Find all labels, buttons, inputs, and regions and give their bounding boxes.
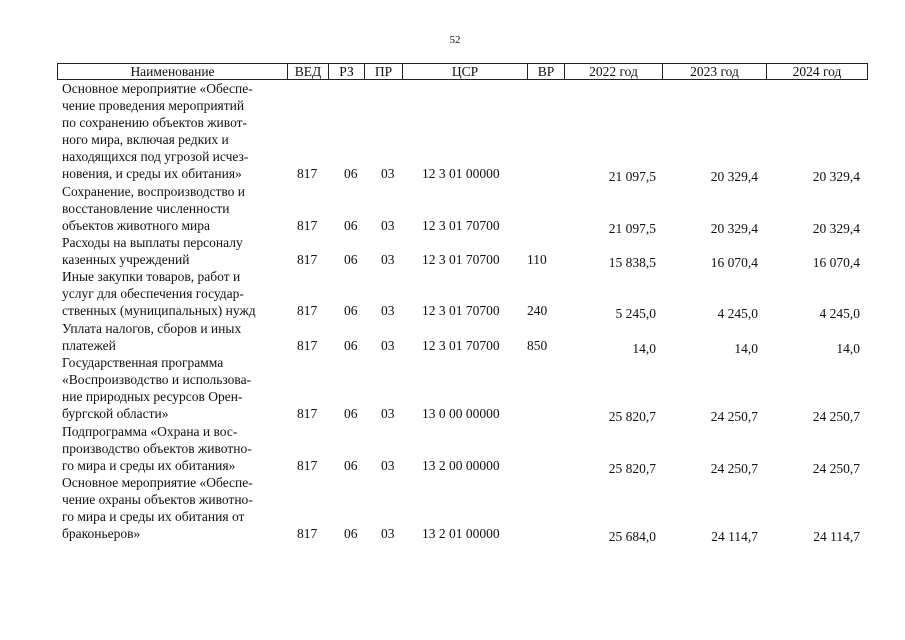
cell-ved: 817 bbox=[297, 338, 318, 353]
cell-ved: 817 bbox=[297, 526, 318, 541]
cell-csr: 12 3 01 70700 bbox=[422, 252, 500, 267]
cell-ved: 817 bbox=[297, 458, 318, 473]
cell-value-2023: 24 250,7 bbox=[710, 461, 758, 476]
cell-value-2022: 14,0 bbox=[632, 341, 656, 356]
cell-pr: 03 bbox=[381, 338, 395, 353]
row-name-line: Подпрограмма «Охрана и вос- bbox=[62, 424, 238, 439]
header-csr: ЦСР bbox=[403, 64, 528, 79]
cell-value-2024: 24 250,7 bbox=[812, 409, 860, 424]
row-name-line: «Воспроизводство и использова- bbox=[62, 372, 252, 387]
cell-rz: 06 bbox=[344, 252, 358, 267]
cell-value-2022: 25 684,0 bbox=[608, 529, 656, 544]
row-name-line: объектов животного мира bbox=[62, 218, 210, 233]
cell-rz: 06 bbox=[344, 166, 358, 181]
cell-value-2023: 20 329,4 bbox=[710, 221, 758, 236]
cell-ved: 817 bbox=[297, 166, 318, 181]
row-name bbox=[62, 320, 287, 354]
header-2023: 2023 год bbox=[663, 64, 767, 79]
cell-rz: 06 bbox=[344, 303, 358, 318]
row-name-line: ного мира, включая редких и bbox=[62, 132, 229, 147]
cell-pr: 03 bbox=[381, 166, 395, 181]
cell-rz: 06 bbox=[344, 338, 358, 353]
cell-vr: 110 bbox=[527, 252, 547, 267]
cell-csr: 13 2 01 00000 bbox=[422, 526, 500, 541]
cell-value-2024: 20 329,4 bbox=[812, 221, 860, 236]
cell-value-2022: 21 097,5 bbox=[608, 169, 656, 184]
cell-value-2023: 16 070,4 bbox=[710, 255, 758, 270]
cell-ved: 817 bbox=[297, 218, 318, 233]
header-pr: ПР bbox=[365, 64, 403, 79]
cell-value-2022: 21 097,5 bbox=[608, 221, 656, 236]
row-name-line: чение проведения мероприятий bbox=[62, 98, 245, 113]
cell-csr: 12 3 01 00000 bbox=[422, 166, 500, 181]
row-name-line: Сохранение, воспроизводство и bbox=[62, 184, 245, 199]
cell-value-2023: 4 245,0 bbox=[717, 306, 758, 321]
row-name-line: производство объектов животно- bbox=[62, 441, 252, 456]
cell-rz: 06 bbox=[344, 458, 358, 473]
cell-value-2022: 5 245,0 bbox=[615, 306, 656, 321]
cell-value-2022: 25 820,7 bbox=[608, 461, 656, 476]
row-name-line: платежей bbox=[62, 338, 116, 353]
row-name-line: браконьеров» bbox=[62, 526, 141, 541]
row-name bbox=[62, 183, 287, 234]
cell-value-2024: 24 250,7 bbox=[812, 461, 860, 476]
cell-pr: 03 bbox=[381, 218, 395, 233]
cell-csr: 13 2 00 00000 bbox=[422, 458, 500, 473]
row-name-line: Иные закупки товаров, работ и bbox=[62, 269, 241, 284]
cell-value-2024: 24 114,7 bbox=[813, 529, 860, 544]
row-name-line: находящихся под угрозой исчез- bbox=[62, 149, 249, 164]
cell-pr: 03 bbox=[381, 252, 395, 267]
cell-csr: 12 3 01 70700 bbox=[422, 303, 500, 318]
header-rz: РЗ bbox=[329, 64, 365, 79]
cell-rz: 06 bbox=[344, 406, 358, 421]
header-name: Наименование bbox=[58, 64, 288, 79]
cell-vr: 240 bbox=[527, 303, 548, 318]
header-2024: 2024 год bbox=[792, 64, 842, 79]
cell-value-2024: 14,0 bbox=[836, 341, 860, 356]
cell-value-2023: 24 114,7 bbox=[711, 529, 758, 544]
cell-pr: 03 bbox=[381, 458, 395, 473]
cell-value-2023: 14,0 bbox=[734, 341, 758, 356]
page-number: 52 bbox=[449, 34, 461, 46]
row-name-line: ственных (муниципальных) нужд bbox=[62, 303, 256, 318]
row-name bbox=[62, 474, 287, 542]
header-2022: 2022 год bbox=[565, 64, 663, 79]
row-name-line: бургской области» bbox=[62, 406, 169, 421]
row-name-line: казенных учреждений bbox=[62, 252, 190, 267]
row-name-line: Расходы на выплаты персоналу bbox=[62, 235, 243, 250]
cell-rz: 06 bbox=[344, 526, 358, 541]
row-name-line: Уплата налогов, сборов и иных bbox=[62, 321, 242, 336]
cell-pr: 03 bbox=[381, 406, 395, 421]
header-ved: ВЕД bbox=[288, 64, 329, 79]
cell-ved: 817 bbox=[297, 252, 318, 267]
cell-value-2024: 16 070,4 bbox=[812, 255, 860, 270]
cell-csr: 12 3 01 70700 bbox=[422, 338, 500, 353]
cell-csr: 12 3 01 70700 bbox=[422, 218, 500, 233]
cell-value-2022: 15 838,5 bbox=[608, 255, 656, 270]
row-name-line: Основное мероприятие «Обеспе- bbox=[62, 81, 253, 96]
header-vr: ВР bbox=[528, 64, 565, 79]
row-name bbox=[62, 234, 287, 268]
row-name bbox=[62, 423, 287, 474]
row-name-line: ние природных ресурсов Орен- bbox=[62, 389, 243, 404]
cell-ved: 817 bbox=[297, 406, 318, 421]
cell-value-2023: 24 250,7 bbox=[710, 409, 758, 424]
cell-value-2024: 20 329,4 bbox=[812, 169, 860, 184]
cell-pr: 03 bbox=[381, 526, 395, 541]
row-name-line: восстановление численности bbox=[62, 201, 230, 216]
row-name-line: услуг для обеспечения государ- bbox=[62, 286, 244, 301]
cell-rz: 06 bbox=[344, 218, 358, 233]
row-name-line: Государственная программа bbox=[62, 355, 224, 370]
row-name-line: по сохранению объектов живот- bbox=[62, 115, 248, 130]
row-name-line: го мира и среды их обитания от bbox=[62, 509, 245, 524]
cell-value-2023: 20 329,4 bbox=[710, 169, 758, 184]
row-name-line: го мира и среды их обитания» bbox=[62, 458, 236, 473]
cell-vr: 850 bbox=[527, 338, 548, 353]
cell-value-2022: 25 820,7 bbox=[608, 409, 656, 424]
cell-value-2024: 4 245,0 bbox=[819, 306, 860, 321]
row-name bbox=[62, 354, 287, 422]
row-name-line: Основное мероприятие «Обеспе- bbox=[62, 475, 253, 490]
cell-ved: 817 bbox=[297, 303, 318, 318]
cell-csr: 13 0 00 00000 bbox=[422, 406, 500, 421]
row-name-line: чение охраны объектов животно- bbox=[62, 492, 253, 507]
row-name bbox=[62, 268, 287, 319]
row-name bbox=[62, 80, 287, 182]
cell-pr: 03 bbox=[381, 303, 395, 318]
row-name-line: новения, и среды их обитания» bbox=[62, 166, 242, 181]
